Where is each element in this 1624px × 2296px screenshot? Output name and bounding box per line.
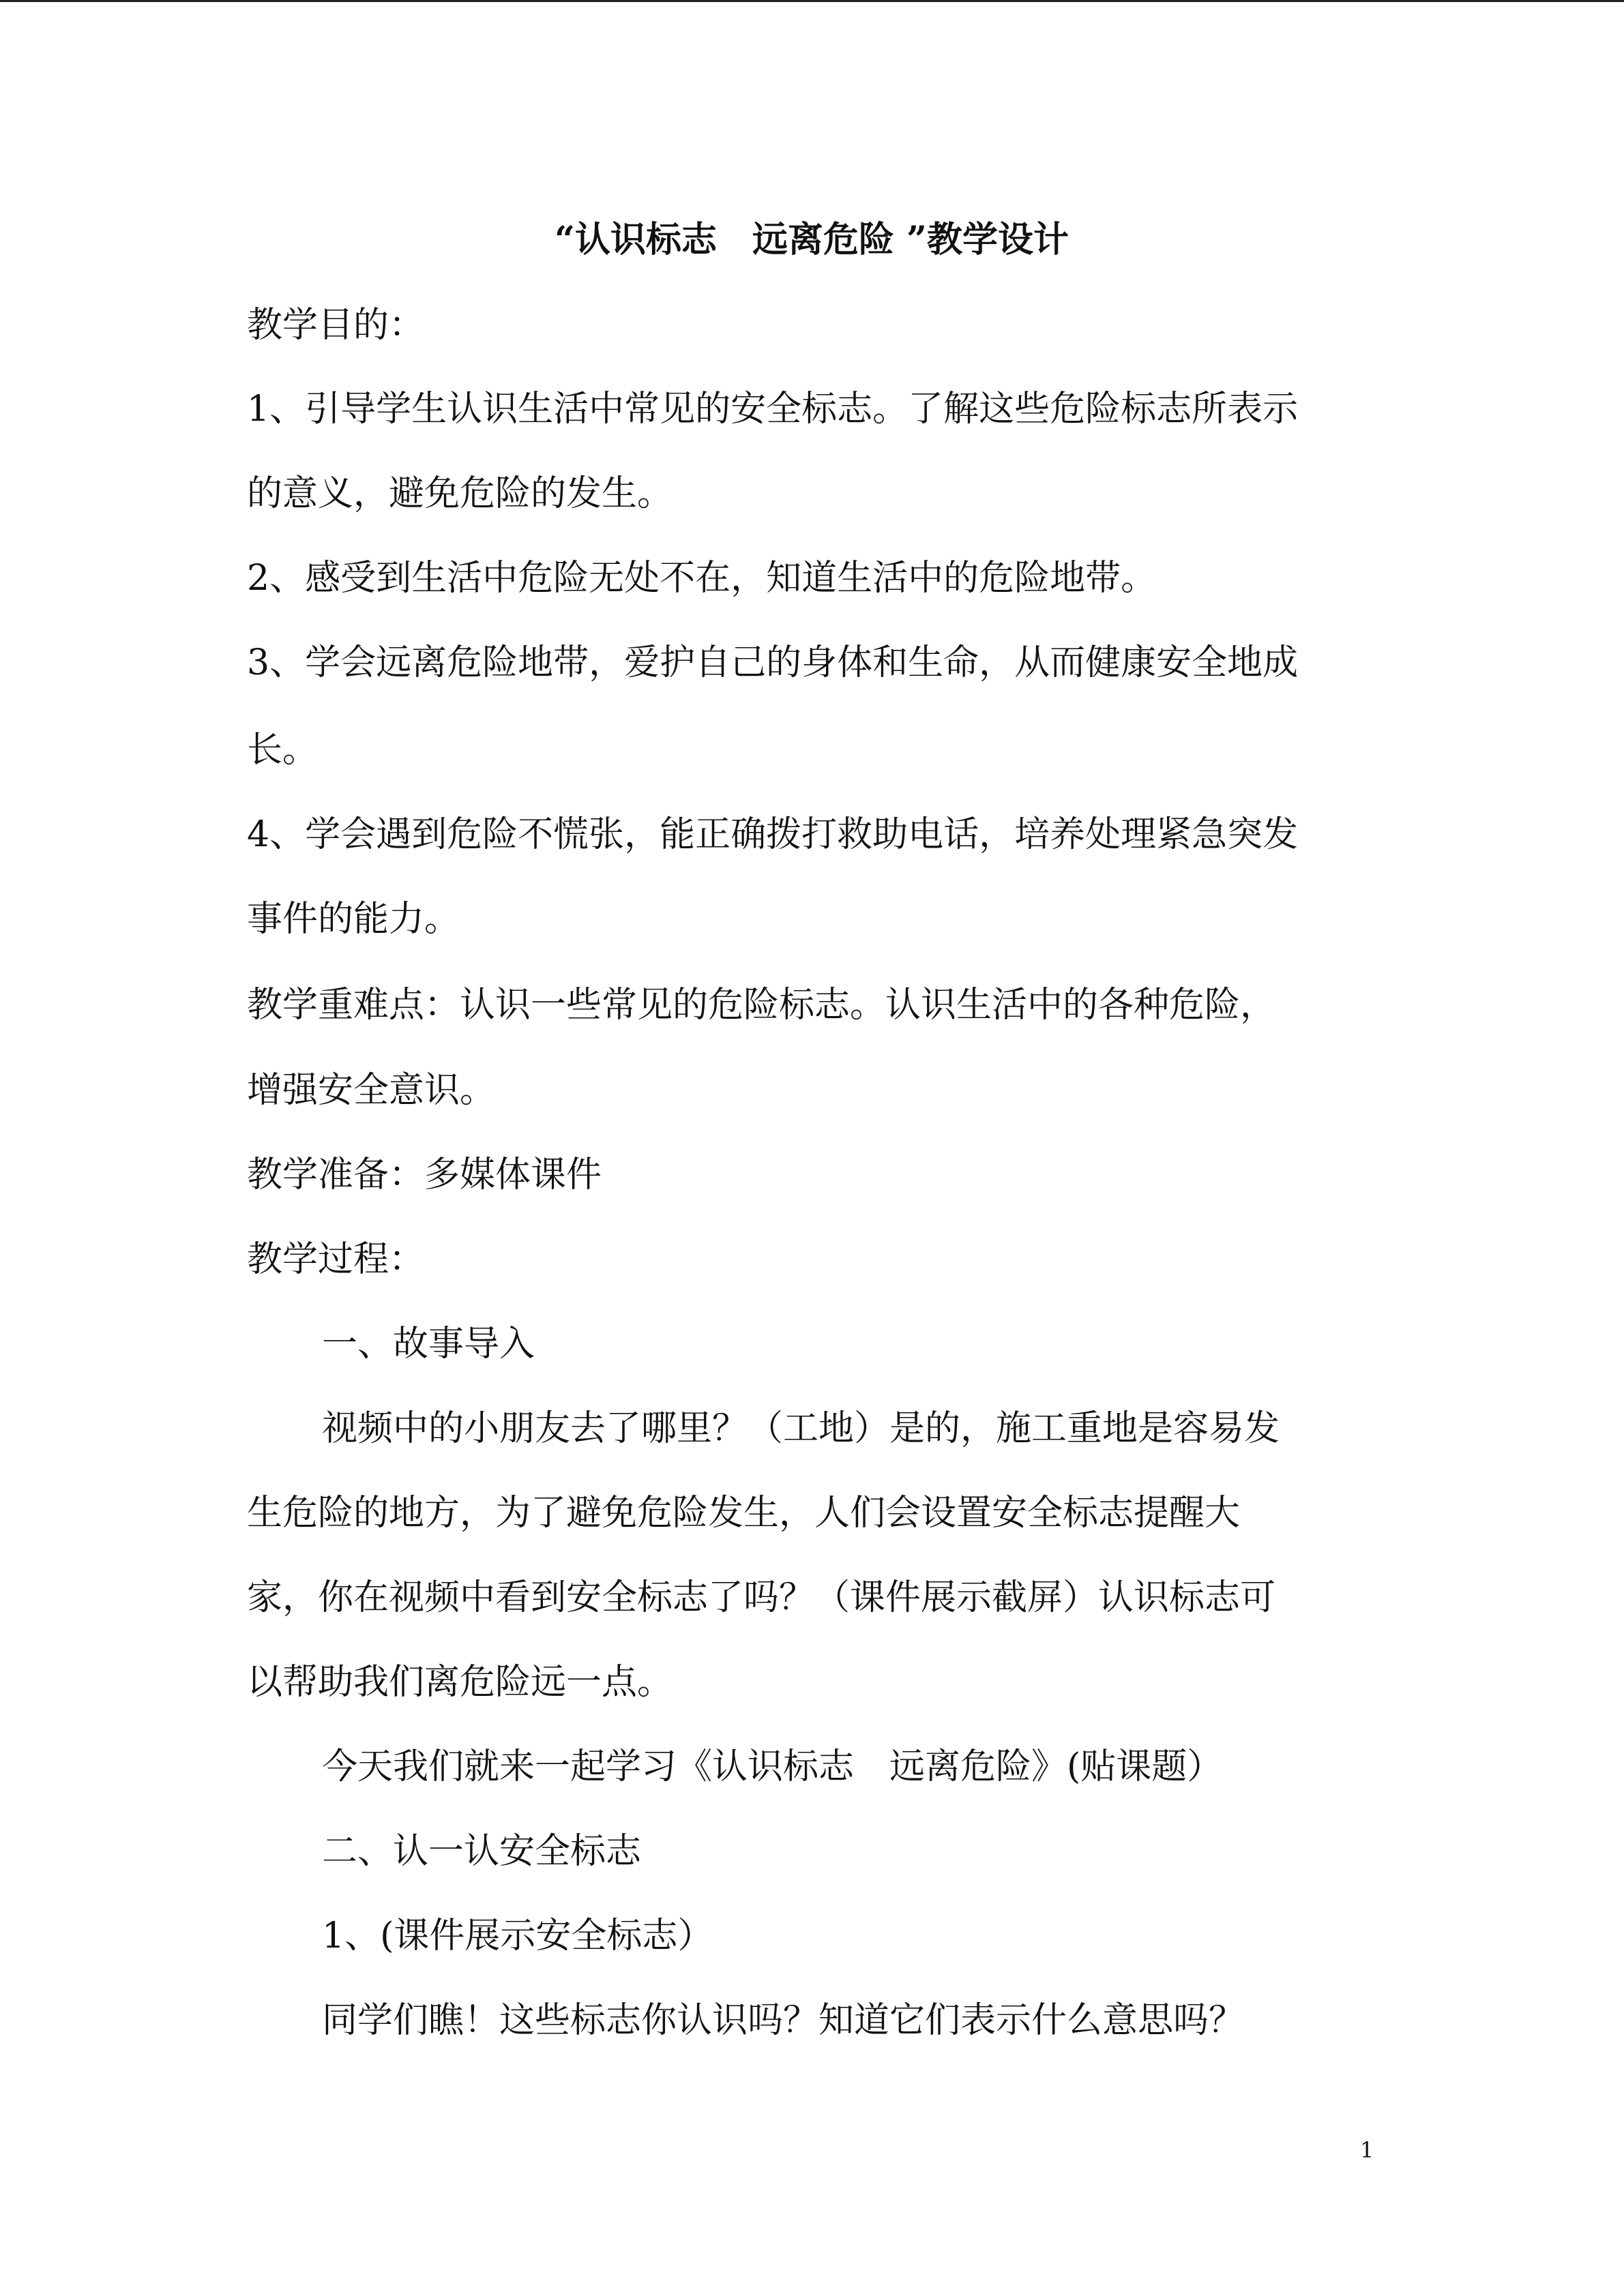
objective-3-line-1: 3、学会远离危险地带，爱护自己的身体和生命，从而健康安全地成 [247,642,1299,683]
objective-3-line-2: 长。 [247,730,319,771]
step-1-paragraph-line-4: 以帮助我们离危险远一点。 [247,1662,673,1703]
page-top-border [0,0,1624,2]
teaching-preparation: 教学准备：多媒体课件 [247,1154,602,1195]
objective-2: 2、感受到生活中危险无处不在，知道生活中的危险地带。 [247,558,1157,599]
document-title: “认识标志 远离危险 ”教学设计 [555,219,1069,260]
key-points-line-1: 教学重难点：认识一些常见的危险标志。认识生活中的各种危险， [247,985,1276,1026]
step-1-paragraph-line-3: 家，你在视频中看到安全标志了吗？（课件展示截屏）认识标志可 [247,1577,1276,1618]
objective-4-line-1: 4、学会遇到危险不慌张，能正确拨打救助电话，培养处理紧急突发 [247,814,1299,855]
objective-1-line-2: 的意义，避免危险的发生。 [247,473,673,514]
objective-4-line-2: 事件的能力。 [247,899,460,940]
step-1-paragraph-line-2: 生危险的地方，为了避免危险发生，人们会设置安全标志提醒大 [247,1493,1241,1534]
step-1-heading: 一、故事导入 [322,1324,535,1365]
step-1-paragraph-line-1: 视频中的小朋友去了哪里？（工地）是的，施工重地是容易发 [322,1408,1280,1449]
step-1-lesson-intro: 今天我们就来一起学习《认识标志 远离危险》(贴课题） [322,1746,1223,1787]
step-2-question: 同学们瞧！这些标志你认识吗？知道它们表示什么意思吗？ [322,2000,1245,2041]
page-number: 1 [1360,2137,1374,2163]
section-heading-objectives: 教学目的： [247,305,425,346]
key-points-line-2: 增强安全意识。 [247,1070,496,1111]
step-2-item-1: 1、(课件展示安全标志） [322,1915,713,1956]
step-2-heading: 二、认一认安全标志 [322,1831,642,1872]
section-heading-process: 教学过程： [247,1239,425,1280]
objective-1-line-1: 1、引导学生认识生活中常见的安全标志。了解这些危险标志所表示 [247,389,1299,430]
